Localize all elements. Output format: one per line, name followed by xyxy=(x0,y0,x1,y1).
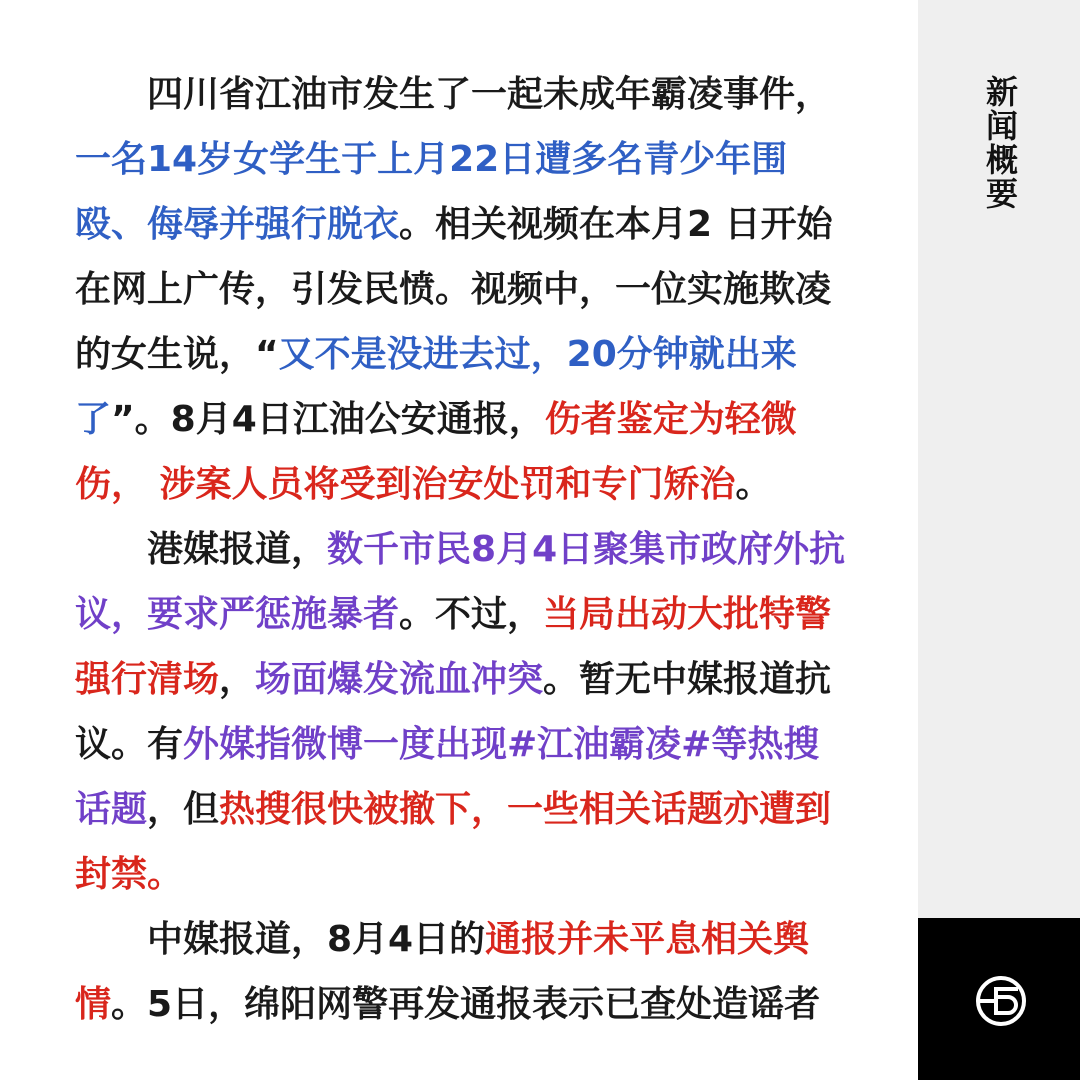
logo-box xyxy=(918,918,1080,1080)
highlight-blue: 一名14岁女学生于上月22日遭多名青少年围殴、侮辱并强行脱衣 xyxy=(75,139,788,245)
highlight-blue: 又不是没进去过，20分钟就出来了 xyxy=(75,334,797,440)
article-body xyxy=(75,62,855,1037)
sidebar-title: 新闻概要 xyxy=(985,73,1018,213)
highlight-red: 当局出动大批特警强行清场 xyxy=(75,594,832,700)
text-segment: 中媒报道，8月4日的 xyxy=(147,919,486,960)
highlight-red: 伤者鉴定为轻微伤， 涉案人员将受到治安处罚和专门矫治 xyxy=(75,399,797,505)
highlight-red: 通报并未平息相关舆情 xyxy=(75,919,810,1025)
paragraph-1 xyxy=(75,62,855,517)
text-segment: 港媒报道， xyxy=(147,529,328,570)
paragraph-2 xyxy=(75,517,855,907)
paragraph-3 xyxy=(75,907,855,1037)
text-segment: 。 xyxy=(735,464,772,505)
circle-logo-icon xyxy=(974,974,1028,1028)
text-segment: ”。8月4日江油公安通报， xyxy=(111,399,545,440)
text-segment: ，但 xyxy=(147,789,220,830)
text-segment: 。相关视频在本月2 日开始在网上广传，引发民愤。视频中，一位实施欺凌的女生说，“ xyxy=(75,204,833,375)
highlight-purple: 场面爆发流血冲突 xyxy=(255,659,544,700)
highlight-purple: 外媒指微博一度出现#江油霸凌#等热搜话题 xyxy=(75,724,820,830)
highlight-red: 热搜很快被撤下，一些相关话题亦遭到封禁。 xyxy=(75,789,832,895)
text-segment: 。5日，绵阳网警再发通报表示已查处造谣者 xyxy=(111,984,821,1025)
text-segment: ， xyxy=(219,659,256,700)
text-segment: 四川省江油市发生了一起未成年霸凌事件， xyxy=(147,74,832,115)
highlight-purple: 数千市民8月4日聚集市政府外抗议，要求严惩施暴者 xyxy=(75,529,846,635)
text-segment: 。不过， xyxy=(399,594,544,635)
text-segment: 。暂无中媒报道抗议。有 xyxy=(75,659,832,765)
